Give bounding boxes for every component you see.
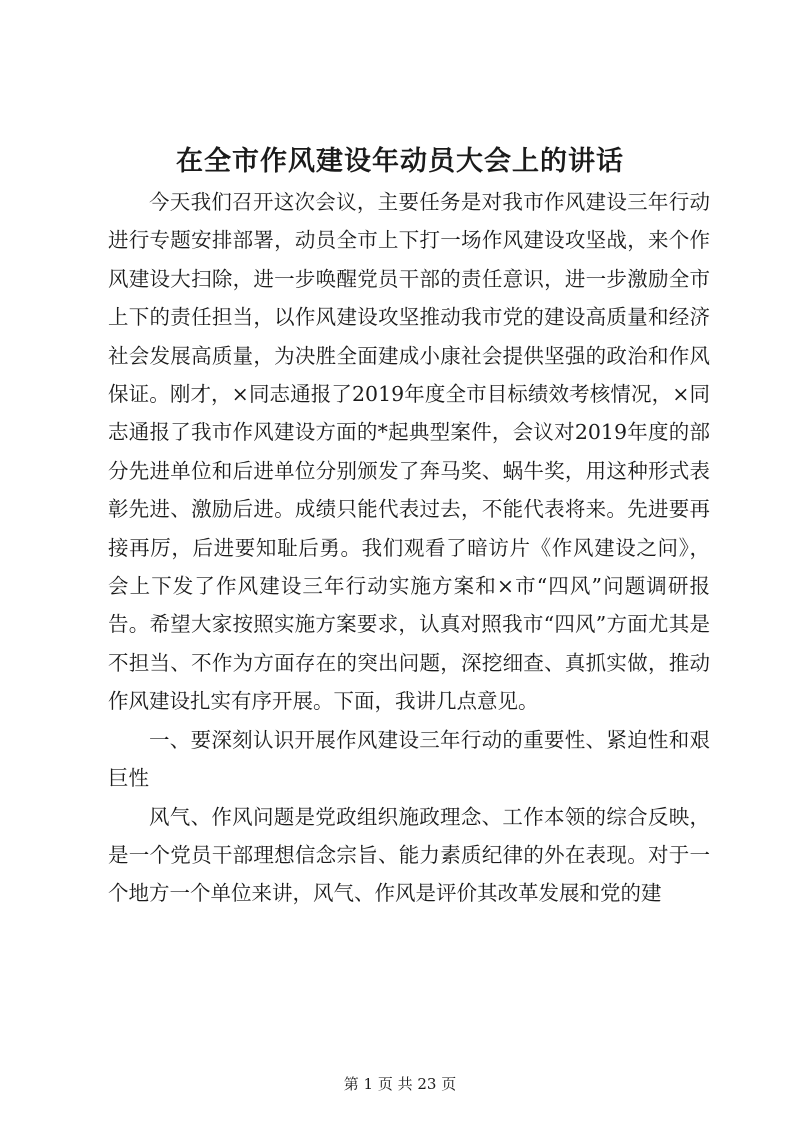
section-paragraph-1: 风气、作风问题是党政组织施政理念、工作本领的综合反映，是一个党员干部理想信念宗旨、能力素质纪律的外在表现。对于一个地方一个单位来讲，风气、作风是评价其改革发展和党的建 xyxy=(108,804,710,906)
intro-paragraph: 今天我们召开这次会议，主要任务是对我市作风建设三年行动进行专题安排部署，动员全市上下打一场作风建设攻坚战，来个作风建设大扫除，进一步唤醒党员干部的责任意识，进一步激励全市上下的责任担当，以作风建设攻坚推动我市党的建设高质量和经济社会发展高质量，为决胜全面建成小康社会提供坚强的政治和作风保证。刚才，×同志通报了2019年度全市目标绩效考核情况，×同志通报了我市作风建设方面的*起典型案件，会议对2019年度的部分先进单位和后进单位分别颁发了奔马奖、蜗牛奖，用这种形式表彰先进、激励后进。成绩只能代表过去，不能代表将来。先进要再接再厉，后进要知耻后勇。我们观看了暗访片《作风建设之问》，会上下发了作风建设三年行动实施方案和×市“四风”问题调研报告。希望大家按照实施方案要求，认真对照我市“四风”方面尤其是不担当、不作为方面存在的突出问题，深挖细查、真抓实做，推动作风建设扎实有序开展。下面，我讲几点意见。 xyxy=(108,190,710,714)
section-heading-1: 一、要深刻认识开展作风建设三年行动的重要性、紧迫性和艰巨性 xyxy=(108,727,710,791)
document-title: 在全市作风建设年动员大会上的讲话 xyxy=(176,146,624,177)
page-footer: 第 1 页 共 23 页 xyxy=(343,1075,457,1093)
document-body xyxy=(108,183,710,913)
